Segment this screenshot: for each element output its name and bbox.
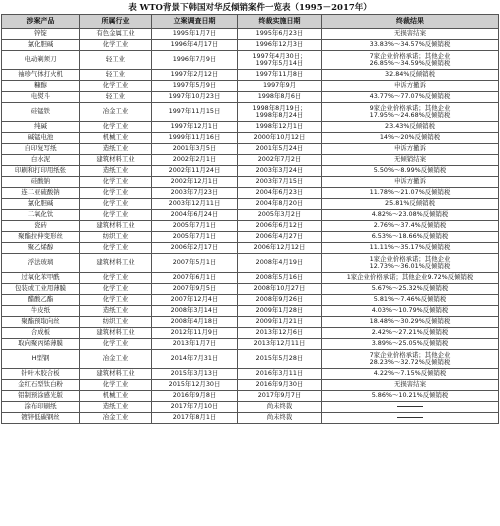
table-row — [2, 380, 499, 391]
result-line: 25.81%反倾销税 — [385, 199, 435, 208]
cell-start-date: 2007年9月5日 — [152, 284, 238, 295]
final-date-line: 尚未终裁 — [266, 413, 293, 422]
cell-result — [322, 144, 499, 155]
result-line: 11.11%～35.17%反倾销税 — [369, 243, 451, 252]
cell-final-date — [238, 133, 322, 144]
cell-industry: 造纸工业 — [80, 166, 152, 177]
empty-result-dash — [397, 417, 423, 418]
cell-start-date: 2002年12月1日 — [152, 177, 238, 188]
result-line: 3.89%～25.05%反倾销税 — [371, 339, 449, 348]
final-date-line: 1996年12月3日 — [255, 40, 304, 49]
final-date-line: 2016年9月30日 — [255, 380, 304, 389]
cell-start-date: 2001年3月5日 — [152, 144, 238, 155]
cell-industry: 化学工业 — [80, 40, 152, 51]
final-date-line: 2013年12月6日 — [255, 328, 304, 337]
cell-start-date: 2004年6月24日 — [152, 210, 238, 221]
cell-industry: 冶金工业 — [80, 103, 152, 122]
cell-industry: 化学工业 — [80, 199, 152, 210]
cell-industry: 化学工业 — [80, 273, 152, 284]
header-result: 终裁结果 — [322, 15, 499, 29]
table-row — [2, 273, 499, 284]
cell-product: 铝制预涂感光版 — [2, 391, 80, 402]
cell-start-date: 2015年3月13日 — [152, 369, 238, 380]
result-line: 5.50%～8.99%反倾销税 — [373, 166, 447, 175]
result-line: 1家企业价格承诺；其他企业 — [369, 254, 451, 263]
cell-industry: 化学工业 — [80, 81, 152, 92]
cell-product: 袖珍气体打火机 — [2, 70, 80, 81]
cell-industry: 建筑材料工业 — [80, 155, 152, 166]
cell-final-date — [238, 243, 322, 254]
cell-final-date — [238, 103, 322, 122]
cell-start-date: 2008年3月14日 — [152, 306, 238, 317]
result-line: 5.86%～10.21%反倾销税 — [371, 391, 449, 400]
cell-final-date — [238, 177, 322, 188]
result-line: 无损害结案 — [394, 29, 426, 38]
cell-result — [322, 122, 499, 133]
cell-final-date — [238, 369, 322, 380]
result-line: 5.67%～25.32%反倾销税 — [371, 284, 449, 293]
final-date-line: 2006年6月12日 — [255, 221, 304, 230]
table-row — [2, 122, 499, 133]
empty-result-dash — [397, 406, 423, 407]
result-line: 2.76%～37.4%反倾销税 — [373, 221, 447, 230]
cell-start-date: 2003年12月11日 — [152, 199, 238, 210]
cell-result — [322, 380, 499, 391]
cell-industry: 造纸工业 — [80, 402, 152, 413]
cell-start-date: 1996年4月17日 — [152, 40, 238, 51]
table-row — [2, 339, 499, 350]
final-date-line: 尚未终裁 — [266, 402, 293, 411]
cell-result — [322, 402, 499, 413]
cell-start-date: 2007年12月4日 — [152, 295, 238, 306]
cell-result — [322, 92, 499, 103]
table-row — [2, 317, 499, 328]
result-line: 2.42%～27.21%反倾销税 — [371, 328, 449, 337]
cell-product: 镀锌低碳钢丝 — [2, 413, 80, 424]
result-line: 4.22%～7.15%反倾销税 — [373, 369, 447, 378]
cell-start-date: 1997年10月23日 — [152, 92, 238, 103]
cell-start-date: 2017年7月10日 — [152, 402, 238, 413]
cell-result — [322, 328, 499, 339]
cell-product: 金红石型钛白粉 — [2, 380, 80, 391]
cell-result — [322, 166, 499, 177]
cell-product: 牛皮纸 — [2, 306, 80, 317]
final-date-line: 2017年9月7日 — [257, 391, 302, 400]
cell-result — [322, 350, 499, 369]
table-row — [2, 243, 499, 254]
final-date-line: 1997年9月 — [262, 81, 297, 90]
cell-product: 聚酯拉伸变形丝 — [2, 232, 80, 243]
cell-result — [322, 254, 499, 273]
result-line: 1家企业价格承诺；其他企业9.72%反倾销税 — [346, 273, 474, 282]
final-date-line: 2003年3月24日 — [255, 166, 304, 175]
cell-final-date — [238, 51, 322, 70]
cell-result — [322, 70, 499, 81]
result-line: 4.03%～10.79%反倾销税 — [371, 306, 449, 315]
final-date-line: 2016年3月11日 — [255, 369, 304, 378]
cell-product: 针叶木胶合板 — [2, 369, 80, 380]
cell-final-date — [238, 413, 322, 424]
final-date-line: 2003年7月15日 — [255, 177, 304, 186]
cell-result — [322, 339, 499, 350]
cell-product: 过氧化苯甲酰 — [2, 273, 80, 284]
cell-industry: 建筑材料工业 — [80, 254, 152, 273]
table-row — [2, 103, 499, 122]
cell-start-date: 2016年9月8日 — [152, 391, 238, 402]
cell-result — [322, 369, 499, 380]
table-row — [2, 144, 499, 155]
cell-result — [322, 391, 499, 402]
result-line: 17.95%～24.68%反倾销税 — [369, 111, 451, 119]
result-line: 7家企业价格承诺；其他企业 — [369, 350, 451, 359]
cell-start-date: 2007年6月1日 — [152, 273, 238, 284]
table-row — [2, 210, 499, 221]
table-row — [2, 188, 499, 199]
cell-industry: 轻工业 — [80, 92, 152, 103]
result-line: 12.73%～36.01%反倾销税 — [369, 262, 451, 270]
final-date-line: 2015年5月28日 — [255, 354, 304, 363]
final-date-line: 2006年12月12日 — [253, 243, 306, 252]
cell-final-date — [238, 144, 322, 155]
cell-industry: 化学工业 — [80, 188, 152, 199]
cell-final-date — [238, 350, 322, 369]
final-date-line: 2002年7月2日 — [257, 155, 302, 164]
cell-product: 涂布印刷纸 — [2, 402, 80, 413]
cell-final-date — [238, 221, 322, 232]
cell-industry: 化学工业 — [80, 284, 152, 295]
cell-result — [322, 40, 499, 51]
final-date-line: 2013年12月11日 — [253, 339, 306, 348]
cell-result — [322, 413, 499, 424]
cell-final-date — [238, 317, 322, 328]
antidumping-table — [1, 14, 499, 424]
cell-industry: 建筑材料工业 — [80, 328, 152, 339]
cell-product: 碱锰电池 — [2, 133, 80, 144]
cell-product: 取向聚丙烯薄膜 — [2, 339, 80, 350]
cell-final-date — [238, 232, 322, 243]
table-row — [2, 295, 499, 306]
cell-start-date: 2002年2月1日 — [152, 155, 238, 166]
cell-product: 氯化胆碱 — [2, 40, 80, 51]
table-row — [2, 402, 499, 413]
cell-result — [322, 243, 499, 254]
cell-result — [322, 306, 499, 317]
result-line: 18.48%～30.29%反倾销税 — [369, 317, 451, 326]
cell-start-date: 1997年12月1日 — [152, 122, 238, 133]
final-date-line: 1998年8月19日； — [252, 103, 307, 112]
final-date-line: 1997年5月14日 — [255, 59, 304, 67]
cell-result — [322, 29, 499, 40]
result-line: 申诉方撤诉 — [394, 144, 426, 153]
cell-industry: 轻工业 — [80, 70, 152, 81]
cell-start-date: 2005年7月1日 — [152, 221, 238, 232]
final-date-line: 2009年1月28日 — [255, 306, 304, 315]
table-row — [2, 391, 499, 402]
cell-start-date: 2015年12月30日 — [152, 380, 238, 391]
table-row — [2, 221, 499, 232]
table-title: 表 WTO背景下韩国对华反倾销案件一览表（1995－2017年） — [128, 3, 372, 13]
cell-industry: 纺织工业 — [80, 317, 152, 328]
final-date-line: 1998年12月1日 — [255, 122, 304, 131]
cell-result — [322, 199, 499, 210]
result-line: 11.78%～21.07%反倾销税 — [369, 188, 451, 197]
cell-start-date: 1997年2月12日 — [152, 70, 238, 81]
cell-industry: 化学工业 — [80, 339, 152, 350]
cell-final-date — [238, 210, 322, 221]
table-row — [2, 166, 499, 177]
cell-result — [322, 284, 499, 295]
cell-product: 醋酸乙酯 — [2, 295, 80, 306]
table-row — [2, 350, 499, 369]
table-row — [2, 133, 499, 144]
final-date-line: 2009年1月21日 — [255, 317, 304, 326]
cell-industry: 造纸工业 — [80, 144, 152, 155]
result-line: 4.82%～23.08%反倾销税 — [371, 210, 449, 219]
cell-final-date — [238, 70, 322, 81]
final-date-line: 2004年8月20日 — [255, 199, 304, 208]
cell-product: 合成板 — [2, 328, 80, 339]
result-line: 32.84%反倾销税 — [385, 70, 435, 79]
table-row — [2, 29, 499, 40]
final-date-line: 1998年8月6日 — [257, 92, 302, 101]
result-line: 23.43%反倾销税 — [385, 122, 435, 131]
result-line: 26.85%～34.59%反倾销税 — [369, 59, 451, 67]
cell-final-date — [238, 306, 322, 317]
cell-start-date: 2017年8月1日 — [152, 413, 238, 424]
cell-result — [322, 317, 499, 328]
cell-product: 印刷和打印用纸张 — [2, 166, 80, 177]
table-body — [2, 29, 499, 424]
cell-start-date: 2013年1月7日 — [152, 339, 238, 350]
cell-final-date — [238, 328, 322, 339]
header-final-date: 终裁实施日期 — [238, 15, 322, 29]
cell-result — [322, 295, 499, 306]
cell-result — [322, 103, 499, 122]
result-line: 无倾销结案 — [394, 155, 426, 164]
cell-industry: 化学工业 — [80, 210, 152, 221]
cell-start-date: 2007年5月1日 — [152, 254, 238, 273]
table-row — [2, 284, 499, 295]
final-date-line: 1998年8月24日 — [255, 111, 304, 119]
cell-product: 糠醇 — [2, 81, 80, 92]
cell-final-date — [238, 29, 322, 40]
cell-final-date — [238, 92, 322, 103]
cell-final-date — [238, 380, 322, 391]
cell-start-date: 1999年11月16日 — [152, 133, 238, 144]
final-date-line: 2008年5月16日 — [255, 273, 304, 282]
cell-start-date: 1997年5月9日 — [152, 81, 238, 92]
cell-start-date: 1995年1月7日 — [152, 29, 238, 40]
header-industry: 所属行业 — [80, 15, 152, 29]
table-row — [2, 40, 499, 51]
table-row — [2, 51, 499, 70]
cell-product: 电动剃须刀 — [2, 51, 80, 70]
table-row — [2, 328, 499, 339]
result-line: 申诉方撤诉 — [394, 81, 426, 90]
final-date-line: 2008年9月26日 — [255, 295, 304, 304]
result-line: 9家企业价格承诺；其他企业 — [369, 103, 451, 112]
cell-result — [322, 133, 499, 144]
cell-industry: 化学工业 — [80, 295, 152, 306]
cell-result — [322, 232, 499, 243]
table-row — [2, 81, 499, 92]
result-line: 5.81%～7.46%反倾销税 — [373, 295, 447, 304]
final-date-line: 2001年5月24日 — [255, 144, 304, 153]
final-date-line: 2008年10月27日 — [253, 284, 306, 293]
final-date-line: 1995年6月23日 — [255, 29, 304, 38]
cell-final-date — [238, 402, 322, 413]
result-line: 33.83%～34.57%反倾销税 — [369, 40, 451, 49]
result-line: 无损害结案 — [394, 380, 426, 389]
cell-industry: 机械工业 — [80, 391, 152, 402]
result-line: 7家企业价格承诺；其他企业 — [369, 51, 451, 60]
cell-industry: 建筑材料工业 — [80, 369, 152, 380]
cell-product: H型钢 — [2, 350, 80, 369]
cell-final-date — [238, 199, 322, 210]
cell-final-date — [238, 40, 322, 51]
table-row — [2, 232, 499, 243]
cell-product: 硅酸钠 — [2, 177, 80, 188]
header-product: 涉案产品 — [2, 15, 80, 29]
cell-result — [322, 51, 499, 70]
cell-product: 聚乙烯醇 — [2, 243, 80, 254]
header-start-date: 立案调查日期 — [152, 15, 238, 29]
cell-final-date — [238, 254, 322, 273]
table-row — [2, 199, 499, 210]
cell-start-date: 2003年7月23日 — [152, 188, 238, 199]
cell-industry: 化学工业 — [80, 177, 152, 188]
cell-industry: 化学工业 — [80, 243, 152, 254]
cell-final-date — [238, 166, 322, 177]
cell-result — [322, 221, 499, 232]
cell-product: 纯碱 — [2, 122, 80, 133]
cell-result — [322, 177, 499, 188]
cell-start-date: 2012年11月9日 — [152, 328, 238, 339]
final-date-line: 1997年4月30日； — [252, 51, 307, 60]
cell-start-date: 2006年2月17日 — [152, 243, 238, 254]
table-header-row — [2, 15, 499, 29]
cell-final-date — [238, 284, 322, 295]
cell-product: 自印复写纸 — [2, 144, 80, 155]
cell-start-date: 2014年7月31日 — [152, 350, 238, 369]
cell-result — [322, 210, 499, 221]
table-row — [2, 155, 499, 166]
result-line: 28.23%～32.72%反倾销税 — [369, 358, 451, 366]
cell-final-date — [238, 122, 322, 133]
cell-start-date: 1996年7月9日 — [152, 51, 238, 70]
final-date-line: 1997年11月8日 — [255, 70, 304, 79]
cell-industry: 机械工业 — [80, 133, 152, 144]
cell-final-date — [238, 339, 322, 350]
cell-product: 包装或工业用薄膜 — [2, 284, 80, 295]
table-row — [2, 92, 499, 103]
final-date-line: 2005年3月2日 — [257, 210, 302, 219]
table-row — [2, 306, 499, 317]
table-row — [2, 369, 499, 380]
cell-final-date — [238, 155, 322, 166]
cell-product: 二氧化钛 — [2, 210, 80, 221]
result-line: 6.53%～18.66%反倾销税 — [371, 232, 449, 241]
cell-product: 电熨斗 — [2, 92, 80, 103]
cell-final-date — [238, 273, 322, 284]
cell-product: 硅锰铁 — [2, 103, 80, 122]
cell-result — [322, 273, 499, 284]
result-line: 43.77%～77.07%反倾销税 — [369, 92, 451, 101]
cell-result — [322, 155, 499, 166]
cell-result — [322, 81, 499, 92]
cell-industry: 冶金工业 — [80, 413, 152, 424]
table-row — [2, 70, 499, 81]
cell-final-date — [238, 188, 322, 199]
cell-start-date: 2005年7月1日 — [152, 232, 238, 243]
cell-final-date — [238, 295, 322, 306]
cell-final-date — [238, 81, 322, 92]
cell-start-date: 1997年11月15日 — [152, 103, 238, 122]
cell-product: 氯化胆碱 — [2, 199, 80, 210]
cell-industry: 化学工业 — [80, 380, 152, 391]
cell-industry: 有色金属工业 — [80, 29, 152, 40]
final-date-line: 2008年4月19日 — [255, 258, 304, 267]
cell-result — [322, 188, 499, 199]
cell-start-date: 2002年11月24日 — [152, 166, 238, 177]
cell-industry: 造纸工业 — [80, 306, 152, 317]
cell-start-date: 2008年4月18日 — [152, 317, 238, 328]
cell-industry: 纺织工业 — [80, 232, 152, 243]
result-line: 14%～20%反倾销税 — [379, 133, 441, 142]
cell-product: 瓷砖 — [2, 221, 80, 232]
cell-product: 白水泥 — [2, 155, 80, 166]
cell-product: 锌锭 — [2, 29, 80, 40]
result-line: 申诉方撤诉 — [394, 177, 426, 186]
cell-product: 浮法玻璃 — [2, 254, 80, 273]
cell-industry: 冶金工业 — [80, 350, 152, 369]
cell-product: 连二亚硫酸钠 — [2, 188, 80, 199]
final-date-line: 2004年6月23日 — [255, 188, 304, 197]
cell-industry: 建筑材料工业 — [80, 221, 152, 232]
cell-industry: 化学工业 — [80, 122, 152, 133]
cell-industry: 轻工业 — [80, 51, 152, 70]
cell-final-date — [238, 391, 322, 402]
final-date-line: 2006年4月27日 — [255, 232, 304, 241]
final-date-line: 2000年10月12日 — [253, 133, 306, 142]
cell-product: 聚酯预取向丝 — [2, 317, 80, 328]
table-row — [2, 413, 499, 424]
table-row — [2, 177, 499, 188]
table-row — [2, 254, 499, 273]
